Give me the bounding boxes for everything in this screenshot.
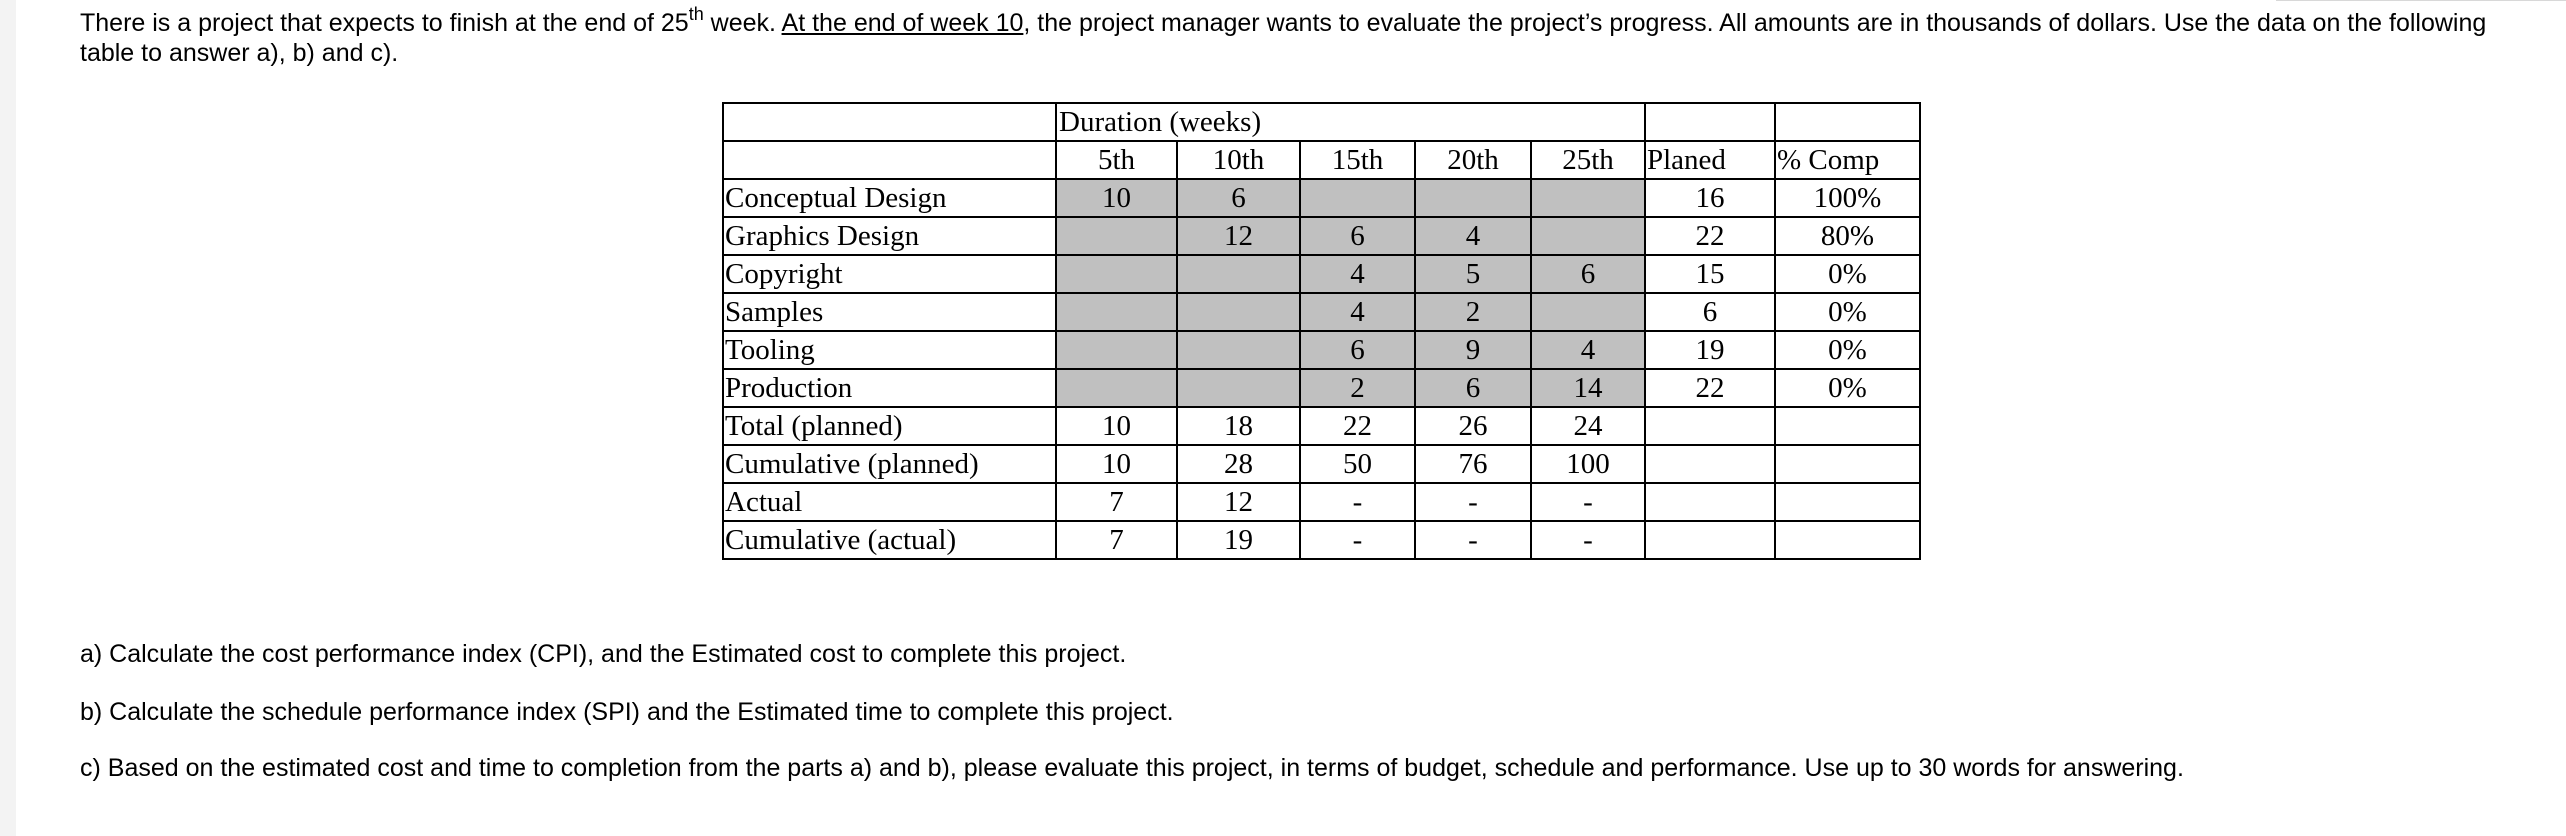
table-cell	[1775, 445, 1920, 483]
table-cell	[1775, 521, 1920, 559]
table-cell: 28	[1177, 445, 1300, 483]
table-row	[723, 369, 1920, 407]
header-20th: 20th	[1415, 141, 1531, 179]
table-cell: -	[1300, 483, 1415, 521]
table-cell	[1056, 255, 1177, 293]
table-cell: 12	[1177, 483, 1300, 521]
table-cell: 22	[1645, 369, 1775, 407]
table-cell: -	[1300, 521, 1415, 559]
table-cell: 19	[1177, 521, 1300, 559]
table-cell: 10	[1056, 445, 1177, 483]
table-cell: 16	[1645, 179, 1775, 217]
intro-text-2: week.	[703, 9, 782, 37]
table-row	[723, 521, 1920, 559]
table-cell: -	[1415, 483, 1531, 521]
row-label: Copyright	[723, 255, 1056, 293]
table-header-row	[723, 141, 1920, 179]
table-cell	[1177, 293, 1300, 331]
table-cell	[1645, 407, 1775, 445]
intro-superscript: th	[688, 3, 704, 24]
table-cell	[1531, 217, 1645, 255]
table-row	[723, 331, 1920, 369]
table-cell: 4	[1415, 217, 1531, 255]
table-row	[723, 407, 1920, 445]
table-cell	[1775, 483, 1920, 521]
table-empty-cell	[723, 141, 1056, 179]
table-empty-cell	[1775, 103, 1920, 141]
table-row	[723, 217, 1920, 255]
table-cell: 26	[1415, 407, 1531, 445]
table-cell: 0%	[1775, 331, 1920, 369]
header-percent-complete: % Comp	[1775, 141, 1920, 179]
top-right-divider	[2276, 0, 2566, 1]
header-planed: Planed	[1645, 141, 1775, 179]
table-cell: 7	[1056, 521, 1177, 559]
table-cell: 6	[1300, 331, 1415, 369]
row-label: Production	[723, 369, 1056, 407]
row-label: Total (planned)	[723, 407, 1056, 445]
header-5th: 5th	[1056, 141, 1177, 179]
intro-text-3: , the project manager wants to evaluate the project’s progress. All amounts are in thousands of dollars. Use the data on the following table to answer a), b) and c).	[80, 9, 2487, 67]
table-cell: 0%	[1775, 293, 1920, 331]
table-cell	[1056, 369, 1177, 407]
table-cell: 15	[1645, 255, 1775, 293]
table-cell	[1645, 445, 1775, 483]
table-cell: 2	[1300, 369, 1415, 407]
table-cell: 76	[1415, 445, 1531, 483]
table-cell: 0%	[1775, 369, 1920, 407]
table-cell: 10	[1056, 179, 1177, 217]
row-label: Tooling	[723, 331, 1056, 369]
table-cell: 100%	[1775, 179, 1920, 217]
row-label: Cumulative (planned)	[723, 445, 1056, 483]
left-margin-strip	[0, 0, 16, 836]
row-label: Cumulative (actual)	[723, 521, 1056, 559]
table-row	[723, 293, 1920, 331]
table-cell	[1645, 521, 1775, 559]
table-cell: 6	[1177, 179, 1300, 217]
question-b: b) Calculate the schedule performance index (SPI) and the Estimated time to complete this project.	[80, 698, 1174, 726]
table-cell: 19	[1645, 331, 1775, 369]
table-cell: 100	[1531, 445, 1645, 483]
table-cell: 5	[1415, 255, 1531, 293]
table-cell	[1300, 179, 1415, 217]
project-data-table	[722, 102, 1921, 560]
table-cell	[1177, 255, 1300, 293]
table-cell: 6	[1645, 293, 1775, 331]
table-cell: 50	[1300, 445, 1415, 483]
table-cell	[1056, 331, 1177, 369]
table-cell: 22	[1645, 217, 1775, 255]
table-cell: 6	[1300, 217, 1415, 255]
table-cell: 6	[1531, 255, 1645, 293]
table-cell: 6	[1415, 369, 1531, 407]
table-cell: 12	[1177, 217, 1300, 255]
table-cell	[1177, 331, 1300, 369]
table-row	[723, 483, 1920, 521]
table-cell	[1415, 179, 1531, 217]
table-cell: -	[1415, 521, 1531, 559]
row-label: Conceptual Design	[723, 179, 1056, 217]
table-cell: 14	[1531, 369, 1645, 407]
table-cell: 4	[1300, 255, 1415, 293]
table-row	[723, 445, 1920, 483]
header-10th: 10th	[1177, 141, 1300, 179]
table-cell: -	[1531, 521, 1645, 559]
table-empty-cell	[1645, 103, 1775, 141]
table-cell	[1531, 293, 1645, 331]
intro-underlined-text: At the end of week 10	[781, 9, 1024, 37]
table-cell: 22	[1300, 407, 1415, 445]
question-c: c) Based on the estimated cost and time to completion from the parts a) and b), please evaluate this project, in terms of budget, schedule and performance. Use up to 30 words for answering.	[80, 754, 2184, 782]
row-label: Actual	[723, 483, 1056, 521]
table-cell	[1056, 293, 1177, 331]
table-cell: 9	[1415, 331, 1531, 369]
table-cell: 4	[1531, 331, 1645, 369]
table-cell: 24	[1531, 407, 1645, 445]
intro-text-1: There is a project that expects to finish at the end of 25	[80, 9, 689, 37]
table-cell: 10	[1056, 407, 1177, 445]
table-cell: 0%	[1775, 255, 1920, 293]
table-cell	[1645, 483, 1775, 521]
table-cell: -	[1531, 483, 1645, 521]
table-cell	[1531, 179, 1645, 217]
row-label: Graphics Design	[723, 217, 1056, 255]
header-15th: 15th	[1300, 141, 1415, 179]
row-label: Samples	[723, 293, 1056, 331]
table-cell: 2	[1415, 293, 1531, 331]
table-duration-row	[723, 103, 1920, 141]
table-corner-cell	[723, 103, 1056, 141]
duration-weeks-header: Duration (weeks)	[1056, 103, 1645, 141]
table-cell	[1177, 369, 1300, 407]
table-cell	[1775, 407, 1920, 445]
question-a: a) Calculate the cost performance index (CPI), and the Estimated cost to complete this project.	[80, 640, 1127, 668]
table-cell: 80%	[1775, 217, 1920, 255]
table-cell: 7	[1056, 483, 1177, 521]
table-row	[723, 179, 1920, 217]
table-row	[723, 255, 1920, 293]
table-cell: 18	[1177, 407, 1300, 445]
table-cell	[1056, 217, 1177, 255]
header-25th: 25th	[1531, 141, 1645, 179]
table-cell: 4	[1300, 293, 1415, 331]
intro-paragraph	[80, 3, 2500, 68]
